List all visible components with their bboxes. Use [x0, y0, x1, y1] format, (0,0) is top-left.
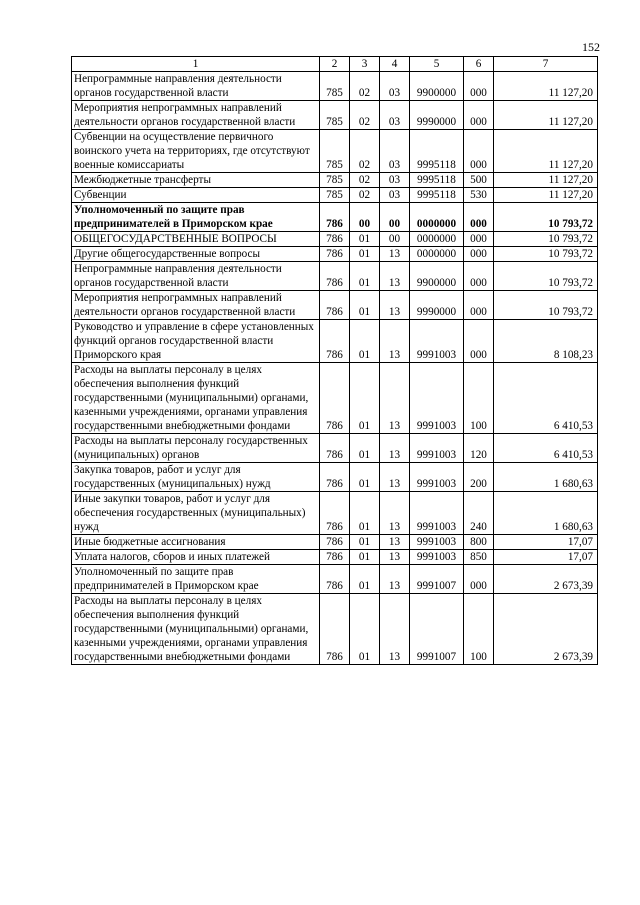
expense-type-cell-text: 100 [470, 651, 487, 663]
code-cell: 786 [320, 492, 350, 535]
expense-type-cell [464, 463, 494, 492]
header-cell: 4 [380, 57, 410, 72]
section-cell: 02 [350, 130, 380, 173]
table-row [72, 320, 598, 363]
section-cell: 01 [350, 363, 380, 434]
table-row [72, 188, 598, 203]
target-article-cell [410, 72, 464, 101]
target-article-cell [410, 130, 464, 173]
expense-type-cell-text: 530 [470, 189, 487, 201]
code-cell: 786 [320, 550, 350, 565]
table-row [72, 434, 598, 463]
section-cell: 01 [350, 232, 380, 247]
name-cell: Руководство и управление в сфере установленных функций органов государственной власти Приморского края [72, 320, 320, 363]
table-row [72, 72, 598, 101]
table-row [72, 130, 598, 173]
expense-type-cell [464, 291, 494, 320]
table-row [72, 565, 598, 594]
name-cell: ОБЩЕГОСУДАРСТВЕННЫЕ ВОПРОСЫ [72, 232, 320, 247]
name-cell: Субвенции [72, 188, 320, 203]
expense-type-cell [464, 232, 494, 247]
code-cell: 786 [320, 232, 350, 247]
section-cell: 01 [350, 434, 380, 463]
subsection-cell: 13 [380, 262, 410, 291]
target-article-cell [410, 203, 464, 232]
subsection-cell: 03 [380, 188, 410, 203]
target-article-cell [410, 550, 464, 565]
code-cell: 786 [320, 262, 350, 291]
header-cell: 6 [464, 57, 494, 72]
name-cell: Непрограммные направления деятельности органов государственной власти [72, 72, 320, 101]
target-article-cell [410, 262, 464, 291]
amount-cell: 17,07 [494, 535, 598, 550]
name-cell: Уплата налогов, сборов и иных платежей [72, 550, 320, 565]
expense-type-cell [464, 173, 494, 188]
header-cell: 1 [72, 57, 320, 72]
name-cell: Расходы на выплаты персоналу в целях обеспечения выполнения функций государственными (муниципальными) органами, казенными учреждениями, органами управления государственными внебюджетными фондами [72, 594, 320, 665]
target-article-cell-text: 9900000 [416, 87, 457, 99]
code-cell: 786 [320, 535, 350, 550]
table-header-row [72, 57, 598, 72]
target-article-cell-text: 9990000 [416, 306, 457, 318]
table-row [72, 173, 598, 188]
code-cell: 786 [320, 363, 350, 434]
target-article-cell-text: 9991003 [416, 521, 457, 533]
name-cell: Расходы на выплаты персоналу государственных (муниципальных) органов [72, 434, 320, 463]
code-cell: 786 [320, 320, 350, 363]
target-article-cell-text: 9991003 [416, 449, 457, 461]
expense-type-cell-text: 800 [470, 536, 487, 548]
code-cell: 785 [320, 101, 350, 130]
table-row [72, 492, 598, 535]
code-cell: 786 [320, 434, 350, 463]
amount-cell: 11 127,20 [494, 101, 598, 130]
name-cell: Уполномоченный по защите прав предпринимателей в Приморском крае [72, 203, 320, 232]
header-cell: 3 [350, 57, 380, 72]
subsection-cell: 00 [380, 232, 410, 247]
code-cell: 786 [320, 291, 350, 320]
header-cell: 7 [494, 57, 598, 72]
amount-cell: 10 793,72 [494, 247, 598, 262]
target-article-cell-text: 9991003 [416, 349, 457, 361]
subsection-cell: 13 [380, 565, 410, 594]
target-article-cell [410, 232, 464, 247]
section-cell: 01 [350, 463, 380, 492]
expense-type-cell-text: 000 [470, 218, 487, 230]
expense-type-cell-text: 000 [470, 277, 487, 289]
target-article-cell [410, 247, 464, 262]
section-cell: 02 [350, 101, 380, 130]
name-cell: Непрограммные направления деятельности органов государственной власти [72, 262, 320, 291]
amount-cell: 11 127,20 [494, 130, 598, 173]
table-row [72, 232, 598, 247]
header-cell: 2 [320, 57, 350, 72]
expense-type-cell-text: 000 [470, 159, 487, 171]
section-cell: 01 [350, 247, 380, 262]
target-article-cell-text: 9995118 [417, 159, 456, 171]
amount-cell: 1 680,63 [494, 492, 598, 535]
amount-cell: 2 673,39 [494, 565, 598, 594]
name-cell: Иные бюджетные ассигнования [72, 535, 320, 550]
section-cell: 02 [350, 188, 380, 203]
expense-type-cell [464, 188, 494, 203]
code-cell: 786 [320, 463, 350, 492]
target-article-cell [410, 535, 464, 550]
amount-cell: 11 127,20 [494, 72, 598, 101]
subsection-cell: 13 [380, 492, 410, 535]
target-article-cell-text: 9990000 [416, 116, 457, 128]
target-article-cell [410, 173, 464, 188]
expense-type-cell [464, 565, 494, 594]
expense-type-cell [464, 247, 494, 262]
amount-cell: 17,07 [494, 550, 598, 565]
expense-type-cell [464, 550, 494, 565]
subsection-cell: 03 [380, 173, 410, 188]
header-cell: 5 [410, 57, 464, 72]
code-cell: 785 [320, 72, 350, 101]
subsection-cell: 03 [380, 101, 410, 130]
expense-type-cell-text: 100 [470, 420, 487, 432]
budget-table [71, 56, 598, 665]
section-cell: 01 [350, 291, 380, 320]
amount-cell: 6 410,53 [494, 434, 598, 463]
subsection-cell: 03 [380, 130, 410, 173]
section-cell: 02 [350, 72, 380, 101]
expense-type-cell-text: 120 [470, 449, 487, 461]
target-article-cell-text: 9991003 [416, 420, 457, 432]
expense-type-cell-text: 200 [470, 478, 487, 490]
expense-type-cell [464, 492, 494, 535]
section-cell: 01 [350, 262, 380, 291]
subsection-cell: 13 [380, 363, 410, 434]
amount-cell: 10 793,72 [494, 232, 598, 247]
table-row [72, 291, 598, 320]
table-row [72, 101, 598, 130]
target-article-cell-text: 0000000 [416, 248, 457, 260]
expense-type-cell-text: 000 [470, 248, 487, 260]
target-article-cell-text: 9991007 [416, 580, 457, 592]
expense-type-cell [464, 363, 494, 434]
code-cell: 785 [320, 173, 350, 188]
expense-type-cell [464, 203, 494, 232]
section-cell: 00 [350, 203, 380, 232]
expense-type-cell-text: 000 [470, 580, 487, 592]
amount-cell: 1 680,63 [494, 463, 598, 492]
expense-type-cell [464, 262, 494, 291]
section-cell: 01 [350, 492, 380, 535]
name-cell: Иные закупки товаров, работ и услуг для обеспечения государственных (муниципальных) нужд [72, 492, 320, 535]
table-row [72, 550, 598, 565]
amount-cell: 10 793,72 [494, 291, 598, 320]
target-article-cell-text: 0000000 [416, 233, 457, 245]
name-cell: Другие общегосударственные вопросы [72, 247, 320, 262]
target-article-cell [410, 188, 464, 203]
target-article-cell-text: 9995118 [417, 189, 456, 201]
name-cell: Закупка товаров, работ и услуг для государственных (муниципальных) нужд [72, 463, 320, 492]
target-article-cell [410, 101, 464, 130]
expense-type-cell-text: 000 [470, 349, 487, 361]
section-cell: 01 [350, 550, 380, 565]
code-cell: 785 [320, 188, 350, 203]
name-cell: Уполномоченный по защите прав предпринимателей в Приморском крае [72, 565, 320, 594]
expense-type-cell-text: 000 [470, 116, 487, 128]
amount-cell: 10 793,72 [494, 262, 598, 291]
target-article-cell-text: 9991007 [416, 651, 457, 663]
table-row [72, 535, 598, 550]
expense-type-cell-text: 850 [470, 551, 487, 563]
target-article-cell [410, 565, 464, 594]
target-article-cell [410, 463, 464, 492]
section-cell: 01 [350, 565, 380, 594]
target-article-cell-text: 9900000 [416, 277, 457, 289]
table-row [72, 594, 598, 665]
table-row [72, 363, 598, 434]
amount-cell: 8 108,23 [494, 320, 598, 363]
name-cell: Субвенции на осуществление первичного воинского учета на территориях, где отсутствуют военные комиссариаты [72, 130, 320, 173]
subsection-cell: 13 [380, 535, 410, 550]
target-article-cell-text: 9991003 [416, 551, 457, 563]
target-article-cell [410, 363, 464, 434]
expense-type-cell [464, 535, 494, 550]
subsection-cell: 13 [380, 463, 410, 492]
amount-cell: 6 410,53 [494, 363, 598, 434]
expense-type-cell [464, 130, 494, 173]
subsection-cell: 13 [380, 434, 410, 463]
amount-cell: 2 673,39 [494, 594, 598, 665]
section-cell: 02 [350, 173, 380, 188]
section-cell: 01 [350, 535, 380, 550]
target-article-cell [410, 320, 464, 363]
target-article-cell-text: 9995118 [417, 174, 456, 186]
expense-type-cell-text: 000 [470, 87, 487, 99]
target-article-cell [410, 434, 464, 463]
name-cell: Мероприятия непрограммных направлений деятельности органов государственной власти [72, 101, 320, 130]
section-cell: 01 [350, 320, 380, 363]
section-cell: 01 [350, 594, 380, 665]
expense-type-cell [464, 101, 494, 130]
subsection-cell: 03 [380, 72, 410, 101]
expense-type-cell-text: 000 [470, 306, 487, 318]
table-row [72, 203, 598, 232]
name-cell: Расходы на выплаты персоналу в целях обеспечения выполнения функций государственными (муниципальными) органами, казенными учреждениями, органами управления государственными внебюджетными фондами [72, 363, 320, 434]
amount-cell: 11 127,20 [494, 173, 598, 188]
expense-type-cell [464, 434, 494, 463]
expense-type-cell [464, 72, 494, 101]
subsection-cell: 13 [380, 320, 410, 363]
subsection-cell: 13 [380, 247, 410, 262]
code-cell: 786 [320, 565, 350, 594]
expense-type-cell [464, 320, 494, 363]
amount-cell: 10 793,72 [494, 203, 598, 232]
table-row [72, 247, 598, 262]
name-cell: Мероприятия непрограммных направлений деятельности органов государственной власти [72, 291, 320, 320]
expense-type-cell-text: 000 [470, 233, 487, 245]
code-cell: 786 [320, 247, 350, 262]
target-article-cell [410, 291, 464, 320]
target-article-cell [410, 594, 464, 665]
table-row [72, 463, 598, 492]
name-cell: Межбюджетные трансферты [72, 173, 320, 188]
expense-type-cell [464, 594, 494, 665]
table-row [72, 262, 598, 291]
target-article-cell [410, 492, 464, 535]
code-cell: 785 [320, 130, 350, 173]
subsection-cell: 13 [380, 594, 410, 665]
subsection-cell: 13 [380, 291, 410, 320]
target-article-cell-text: 0000000 [416, 218, 457, 230]
expense-type-cell-text: 240 [470, 521, 487, 533]
subsection-cell: 00 [380, 203, 410, 232]
expense-type-cell-text: 500 [470, 174, 487, 186]
page-number: 152 [582, 40, 600, 54]
target-article-cell-text: 9991003 [416, 478, 457, 490]
target-article-cell-text: 9991003 [416, 536, 457, 548]
code-cell: 786 [320, 594, 350, 665]
amount-cell: 11 127,20 [494, 188, 598, 203]
code-cell: 786 [320, 203, 350, 232]
subsection-cell: 13 [380, 550, 410, 565]
